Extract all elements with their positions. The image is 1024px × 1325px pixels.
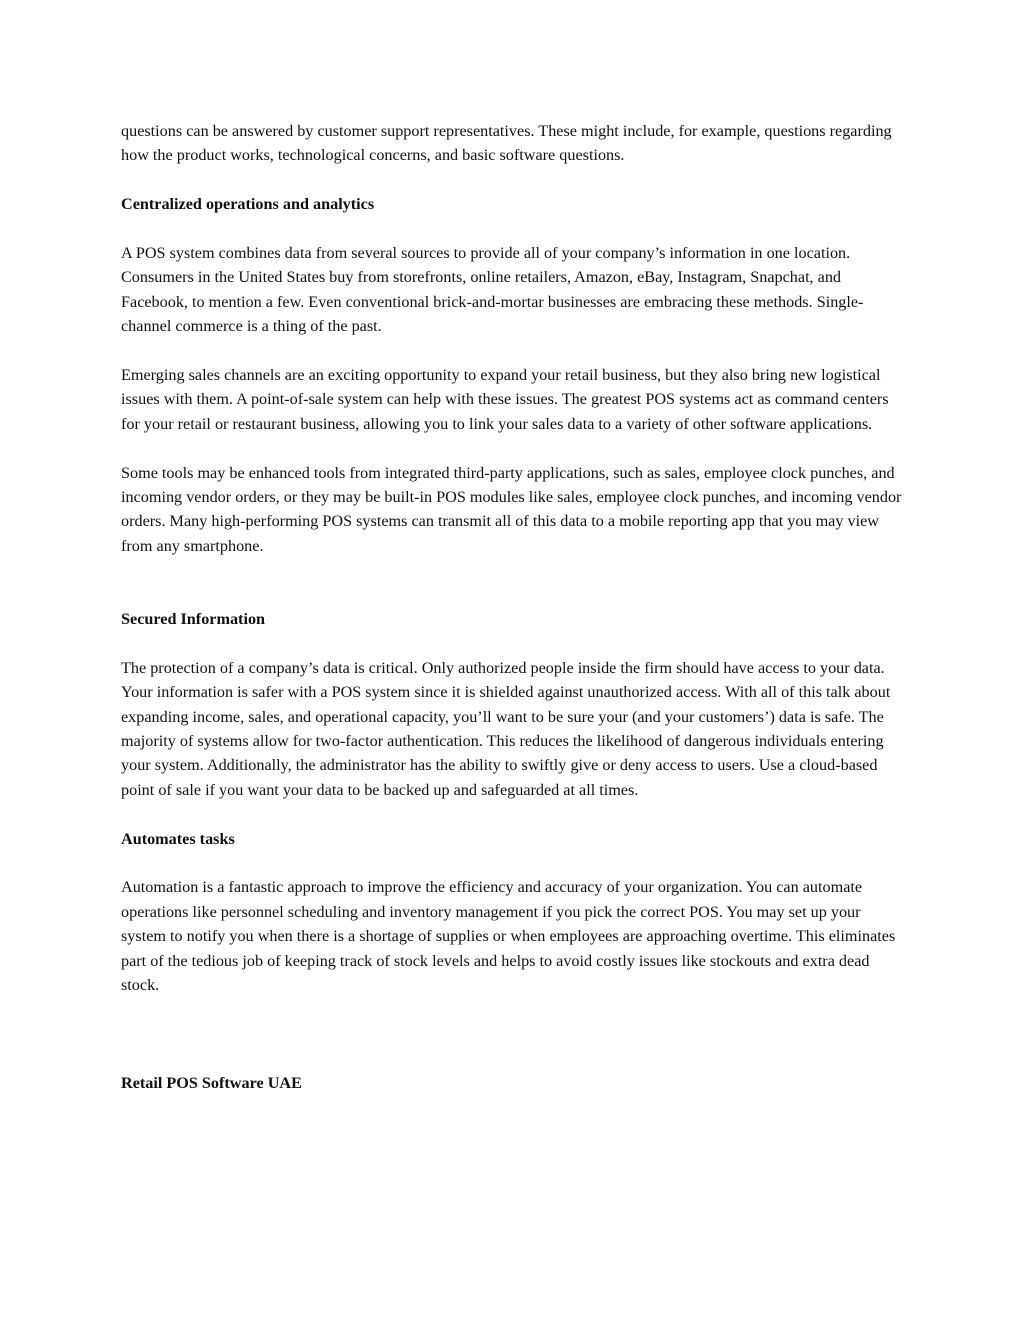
heading-retail-pos-software: Retail POS Software UAE <box>121 1073 302 1092</box>
paragraph-pos-combines-data: A POS system combines data from several sources to provide all of your company’s information in one location. Consumers in the United States buy from storefronts, online retailers, Amazon, eBay, Instagram, Snapchat, and Facebook, to mention a few. Even conventional brick-and-mortar businesses are embracing these methods. Single-channel commerce is a thing of the past. <box>121 244 864 336</box>
heading-centralized-operations: Centralized operations and analytics <box>121 195 375 214</box>
paragraph-data-protection: The protection of a company’s data is critical. Only authorized people inside the firm should have access to your data. Your information is safer with a POS system since it is shielded against unauthorized access. With all of this talk about expanding income, sales, and operational capacity, you’ll want to be sure your (and your customers’) data is safe. The majority of systems allow for two-factor authentication. This reduces the likelihood of dangerous individuals entering your system. Additionally, the administrator has the ability to swiftly give or deny access to users. Use a cloud-based point of sale if you want your data to be backed up and safeguarded at all times. <box>121 658 891 799</box>
paragraph-support-questions: questions can be answered by customer support representatives. These might include, for example, questions regarding how the product works, technological concerns, and basic software questions. <box>121 122 892 165</box>
heading-automates-tasks: Automates tasks <box>121 829 235 848</box>
paragraph-tools-enhanced: Some tools may be enhanced tools from integrated third-party applications, such as sales, employee clock punches, and incoming vendor orders, or they may be built-in POS modules like sales, employee clock punches, and incoming vendor orders. Many high-performing POS systems can transmit all of this data to a mobile reporting app that you may view from any smartphone. <box>121 463 902 555</box>
paragraph-emerging-sales-channels: Emerging sales channels are an exciting opportunity to expand your retail business, but they also bring new logistical issues with them. A point-of-sale system can help with these issues. The greatest POS systems act as command centers for your retail or restaurant business, allowing you to link your sales data to a variety of other software applications. <box>121 366 889 433</box>
document-body <box>121 119 906 1119</box>
heading-secured-information: Secured Information <box>121 610 266 629</box>
spacer <box>121 1022 906 1071</box>
spacer <box>121 583 906 607</box>
paragraph-automation: Automation is a fantastic approach to improve the efficiency and accuracy of your organization. You can automate operations like personnel scheduling and inventory management if you pick the correct POS. You may set up your system to notify you when there is a shortage of supplies or when employees are approaching overtime. This eliminates part of the tedious job of keeping track of stock levels and helps to avoid costly issues like stockouts and extra dead stock. <box>121 878 896 995</box>
